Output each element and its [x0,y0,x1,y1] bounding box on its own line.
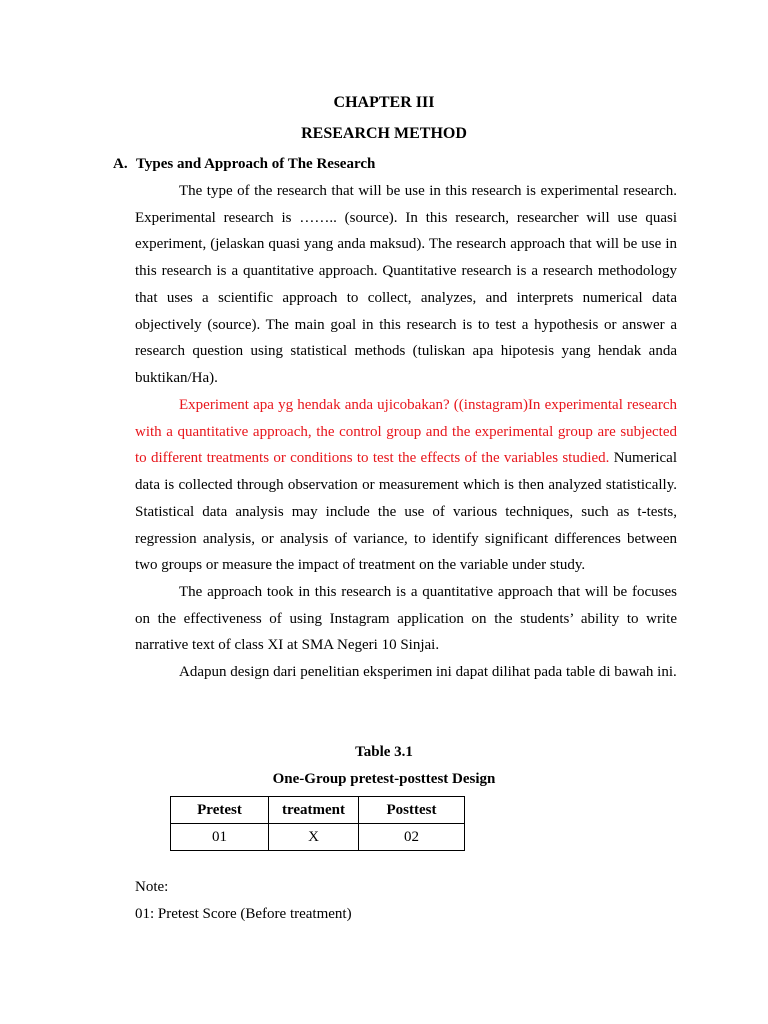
section-a-letter: A. [113,156,128,172]
header-pretest: Pretest [171,797,269,824]
table-row [171,824,465,851]
chapter-number: CHAPTER III [333,94,435,111]
paragraph-2-red-text: Experiment apa yg hendak anda ujicobakan? ((instagram)In experimental research with a quantitative approach, the control group and the experimental group are subjected to different treatments or conditions to test the effects of the variables studied. [135,397,677,467]
paragraph-1 [135,178,677,392]
table-number: Table 3.1 [355,744,413,760]
paragraph-1-text: The type of the research that will be use in this research is experimental research. Experimental research is …….. (source). In this research, researcher will use quasi experiment, (jelaskan quasi yang anda maksud). The research approach that will be use in this research is a quantitative approach. Quantitative research is a research methodology that uses a scientific approach to collect, analyzes, and interprets numerical data objectively (source). The main goal in this research is to test a hypothesis or answer a research question using statistical methods (tuliskan apa hipotesis yang hendak anda buktikan/Ha). [135,183,677,386]
note-label: Note: [135,879,169,895]
chapter-title: RESEARCH METHOD [301,125,467,142]
paragraph-2 [135,392,677,579]
cell-pretest: 01 [171,824,269,851]
header-posttest: Posttest [359,797,465,824]
section-a-heading [113,156,375,173]
paragraph-3 [135,579,677,659]
paragraph-4-text: Adapun design dari penelitian eksperimen ini dapat dilihat pada table di bawah ini. [179,664,677,680]
cell-posttest: 02 [359,824,465,851]
paragraph-4 [135,659,677,686]
section-a-title: Types and Approach of The Research [136,156,376,172]
header-treatment: treatment [269,797,359,824]
note-item-1: 01: Pretest Score (Before treatment) [135,906,352,922]
cell-treatment: X [269,824,359,851]
paragraph-3-text: The approach took in this research is a quantitative approach that will be focuses on the effectiveness of using Instagram application on the students’ ability to write narrative text of class XI at SMA Negeri 10 Sinjai. [135,584,677,654]
design-table [170,796,465,851]
paragraph-2-text: Numerical data is collected through observation or measurement which is then analyzed statistically. Statistical data analysis may include the use of various techniques, such as t-tests, regression analysis, or analysis of variance, to identify significant differences between two groups or measure the impact of treatment on the variable under study. [135,450,678,574]
table-header-row [171,797,465,824]
table-title: One-Group pretest-posttest Design [272,771,496,787]
